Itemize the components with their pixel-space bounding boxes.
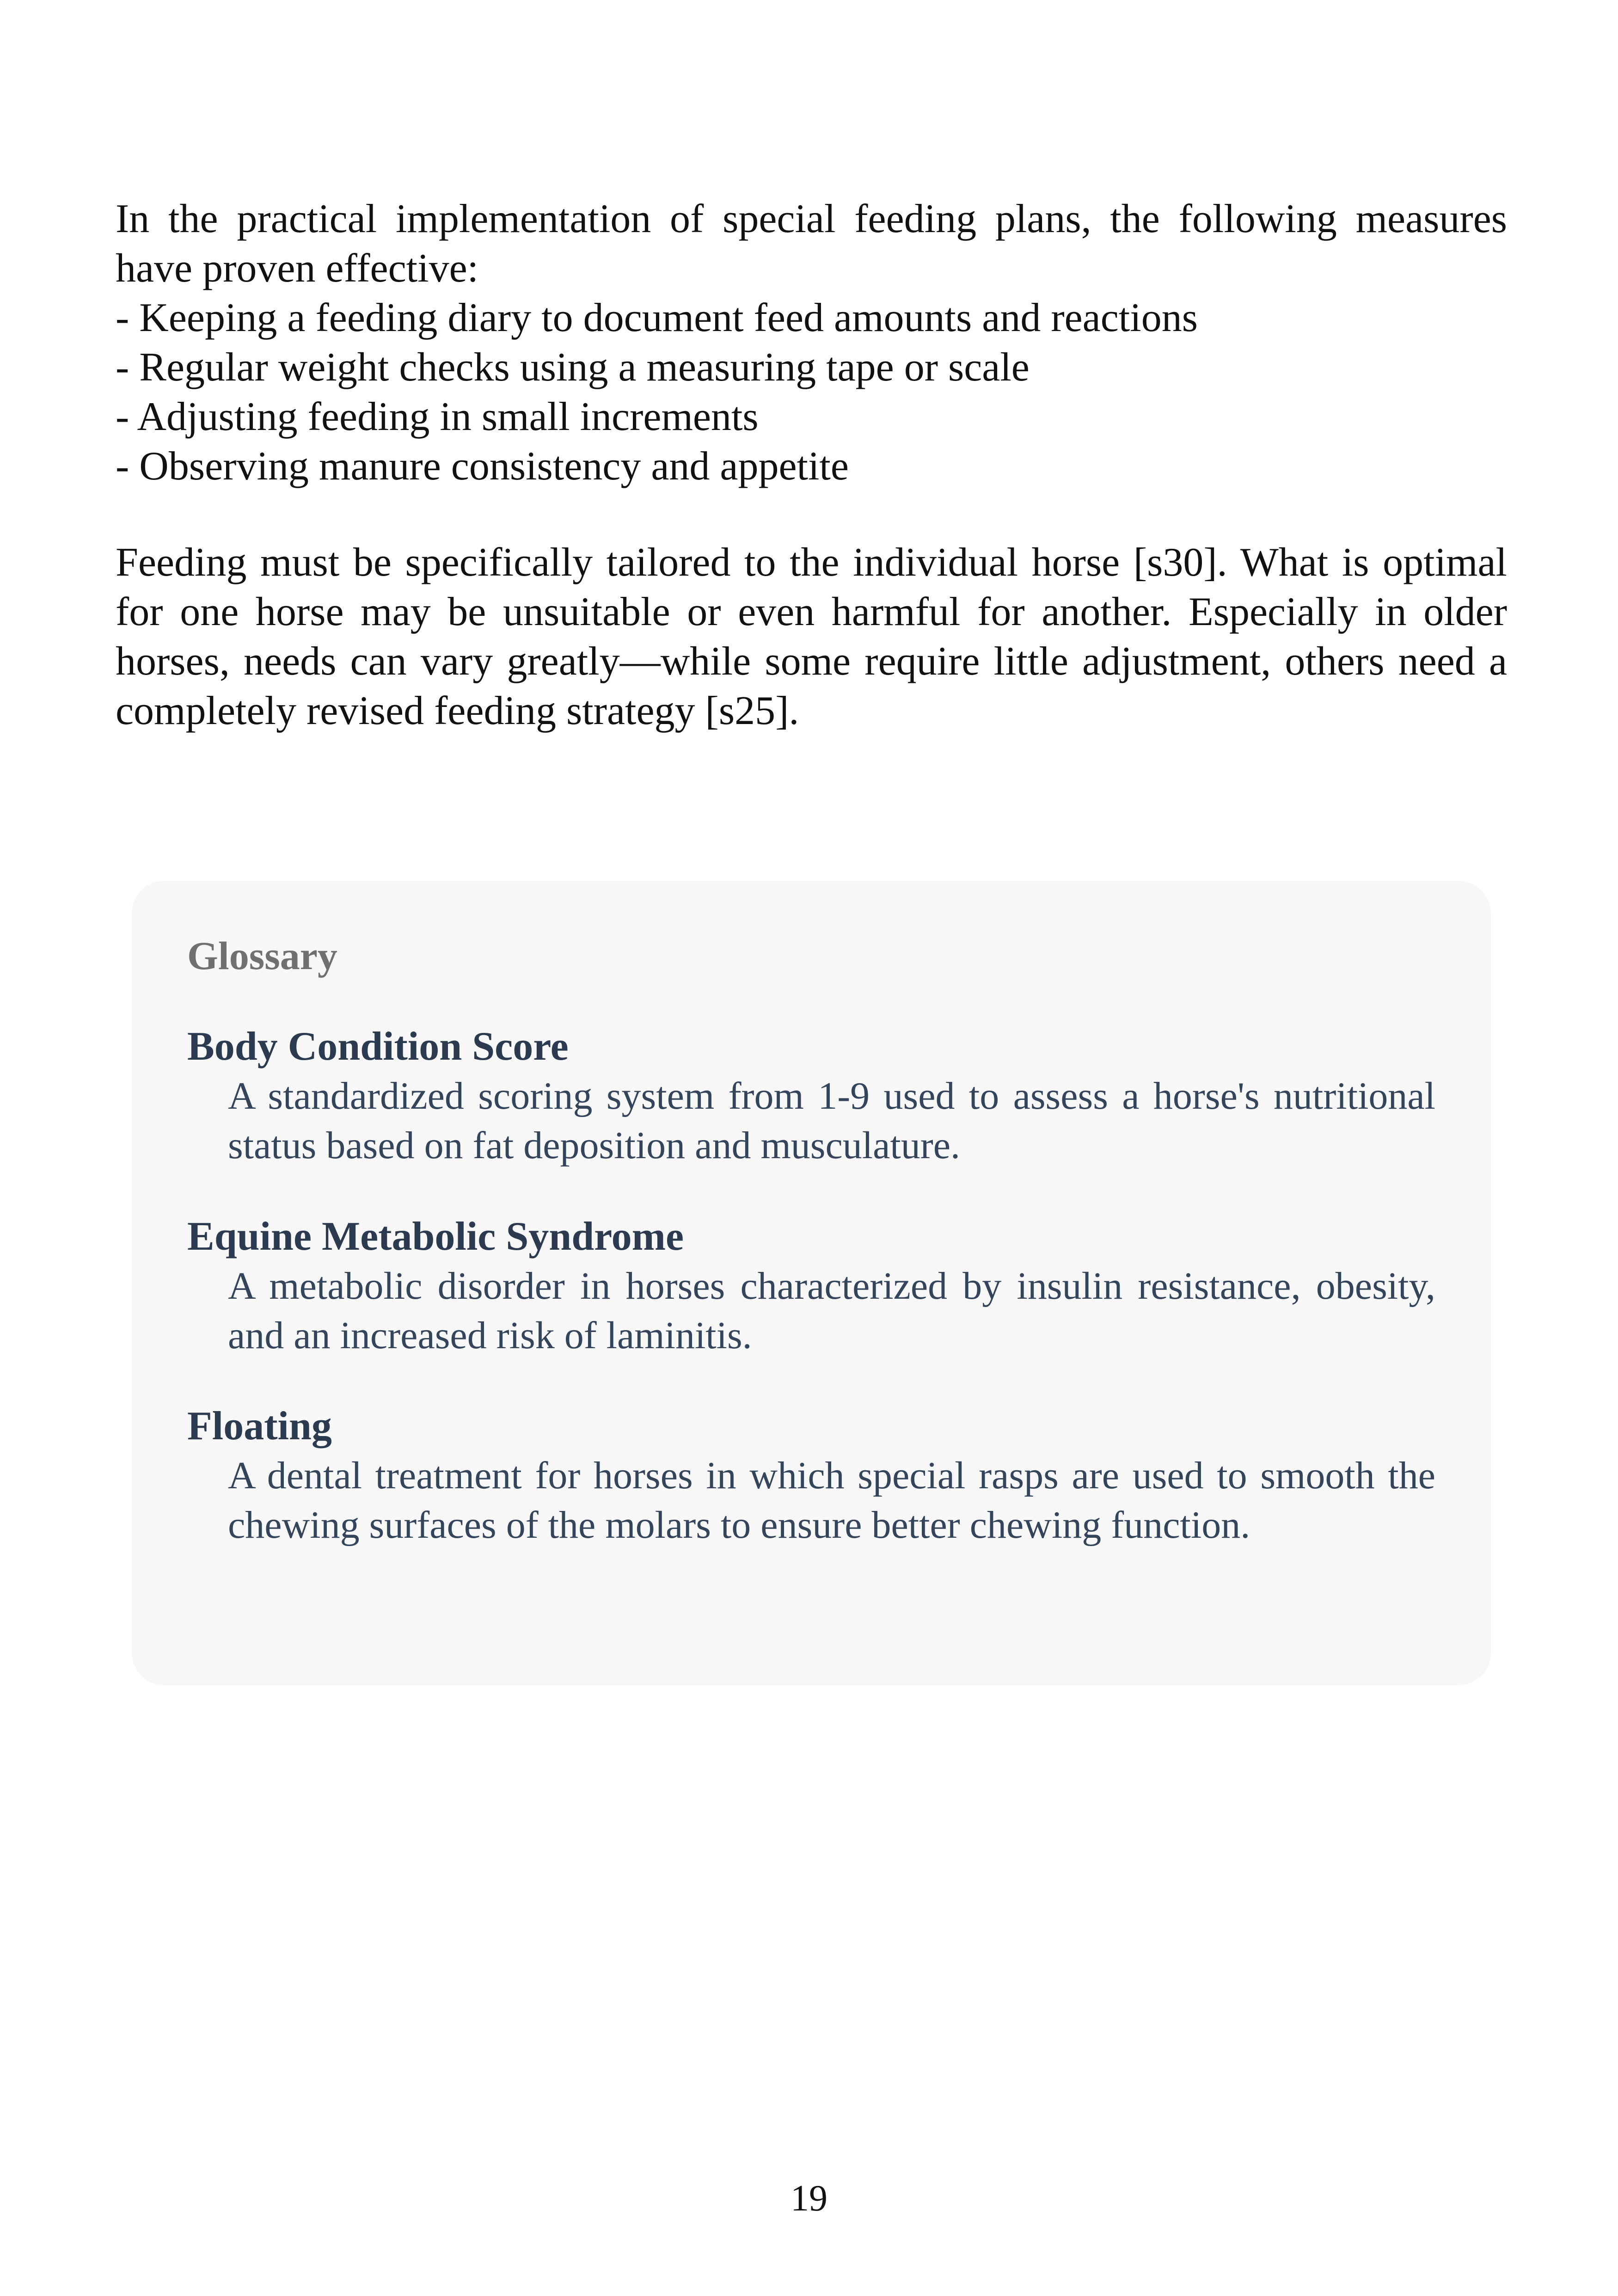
glossary-entry (187, 1212, 1435, 1360)
glossary-entry (187, 1022, 1435, 1170)
measures-list (116, 293, 1507, 491)
list-item: - Adjusting feeding in small increments (116, 394, 759, 439)
glossary-term: Body Condition Score (187, 1024, 569, 1069)
page-number: 19 (791, 2178, 827, 2219)
glossary-box (132, 881, 1491, 1685)
glossary-definition: A metabolic disorder in horses characterized by insulin resistance, obesity, and an increased risk of laminitis. (228, 1265, 1435, 1357)
glossary-definition: A standardized scoring system from 1-9 used to assess a horse's nutritional status based on fat deposition and musculature. (228, 1074, 1435, 1167)
glossary-term: Equine Metabolic Syndrome (187, 1214, 684, 1259)
list-item: - Keeping a feeding diary to document feed amounts and reactions (116, 295, 1198, 340)
list-item: - Regular weight checks using a measuring tape or scale (116, 345, 1030, 390)
glossary-term: Floating (187, 1404, 332, 1449)
tailoring-paragraph: Feeding must be specifically tailored to the individual horse [s30]. What is optimal for one horse may be unsuitable or even harmful for another. Especially in older horses, needs can vary greatly—while some require little adjustment, others need a completely revised feeding strategy [s25]. (116, 540, 1507, 733)
list-item: - Observing manure consistency and appetite (116, 444, 849, 489)
intro-paragraph: In the practical implementation of special feeding plans, the following measures have proven effective: (116, 196, 1507, 291)
glossary-title: Glossary (187, 933, 337, 978)
glossary-entry (187, 1401, 1435, 1550)
glossary-definition: A dental treatment for horses in which special rasps are used to smooth the chewing surfaces of the molars to ensure better chewing function. (228, 1454, 1435, 1547)
